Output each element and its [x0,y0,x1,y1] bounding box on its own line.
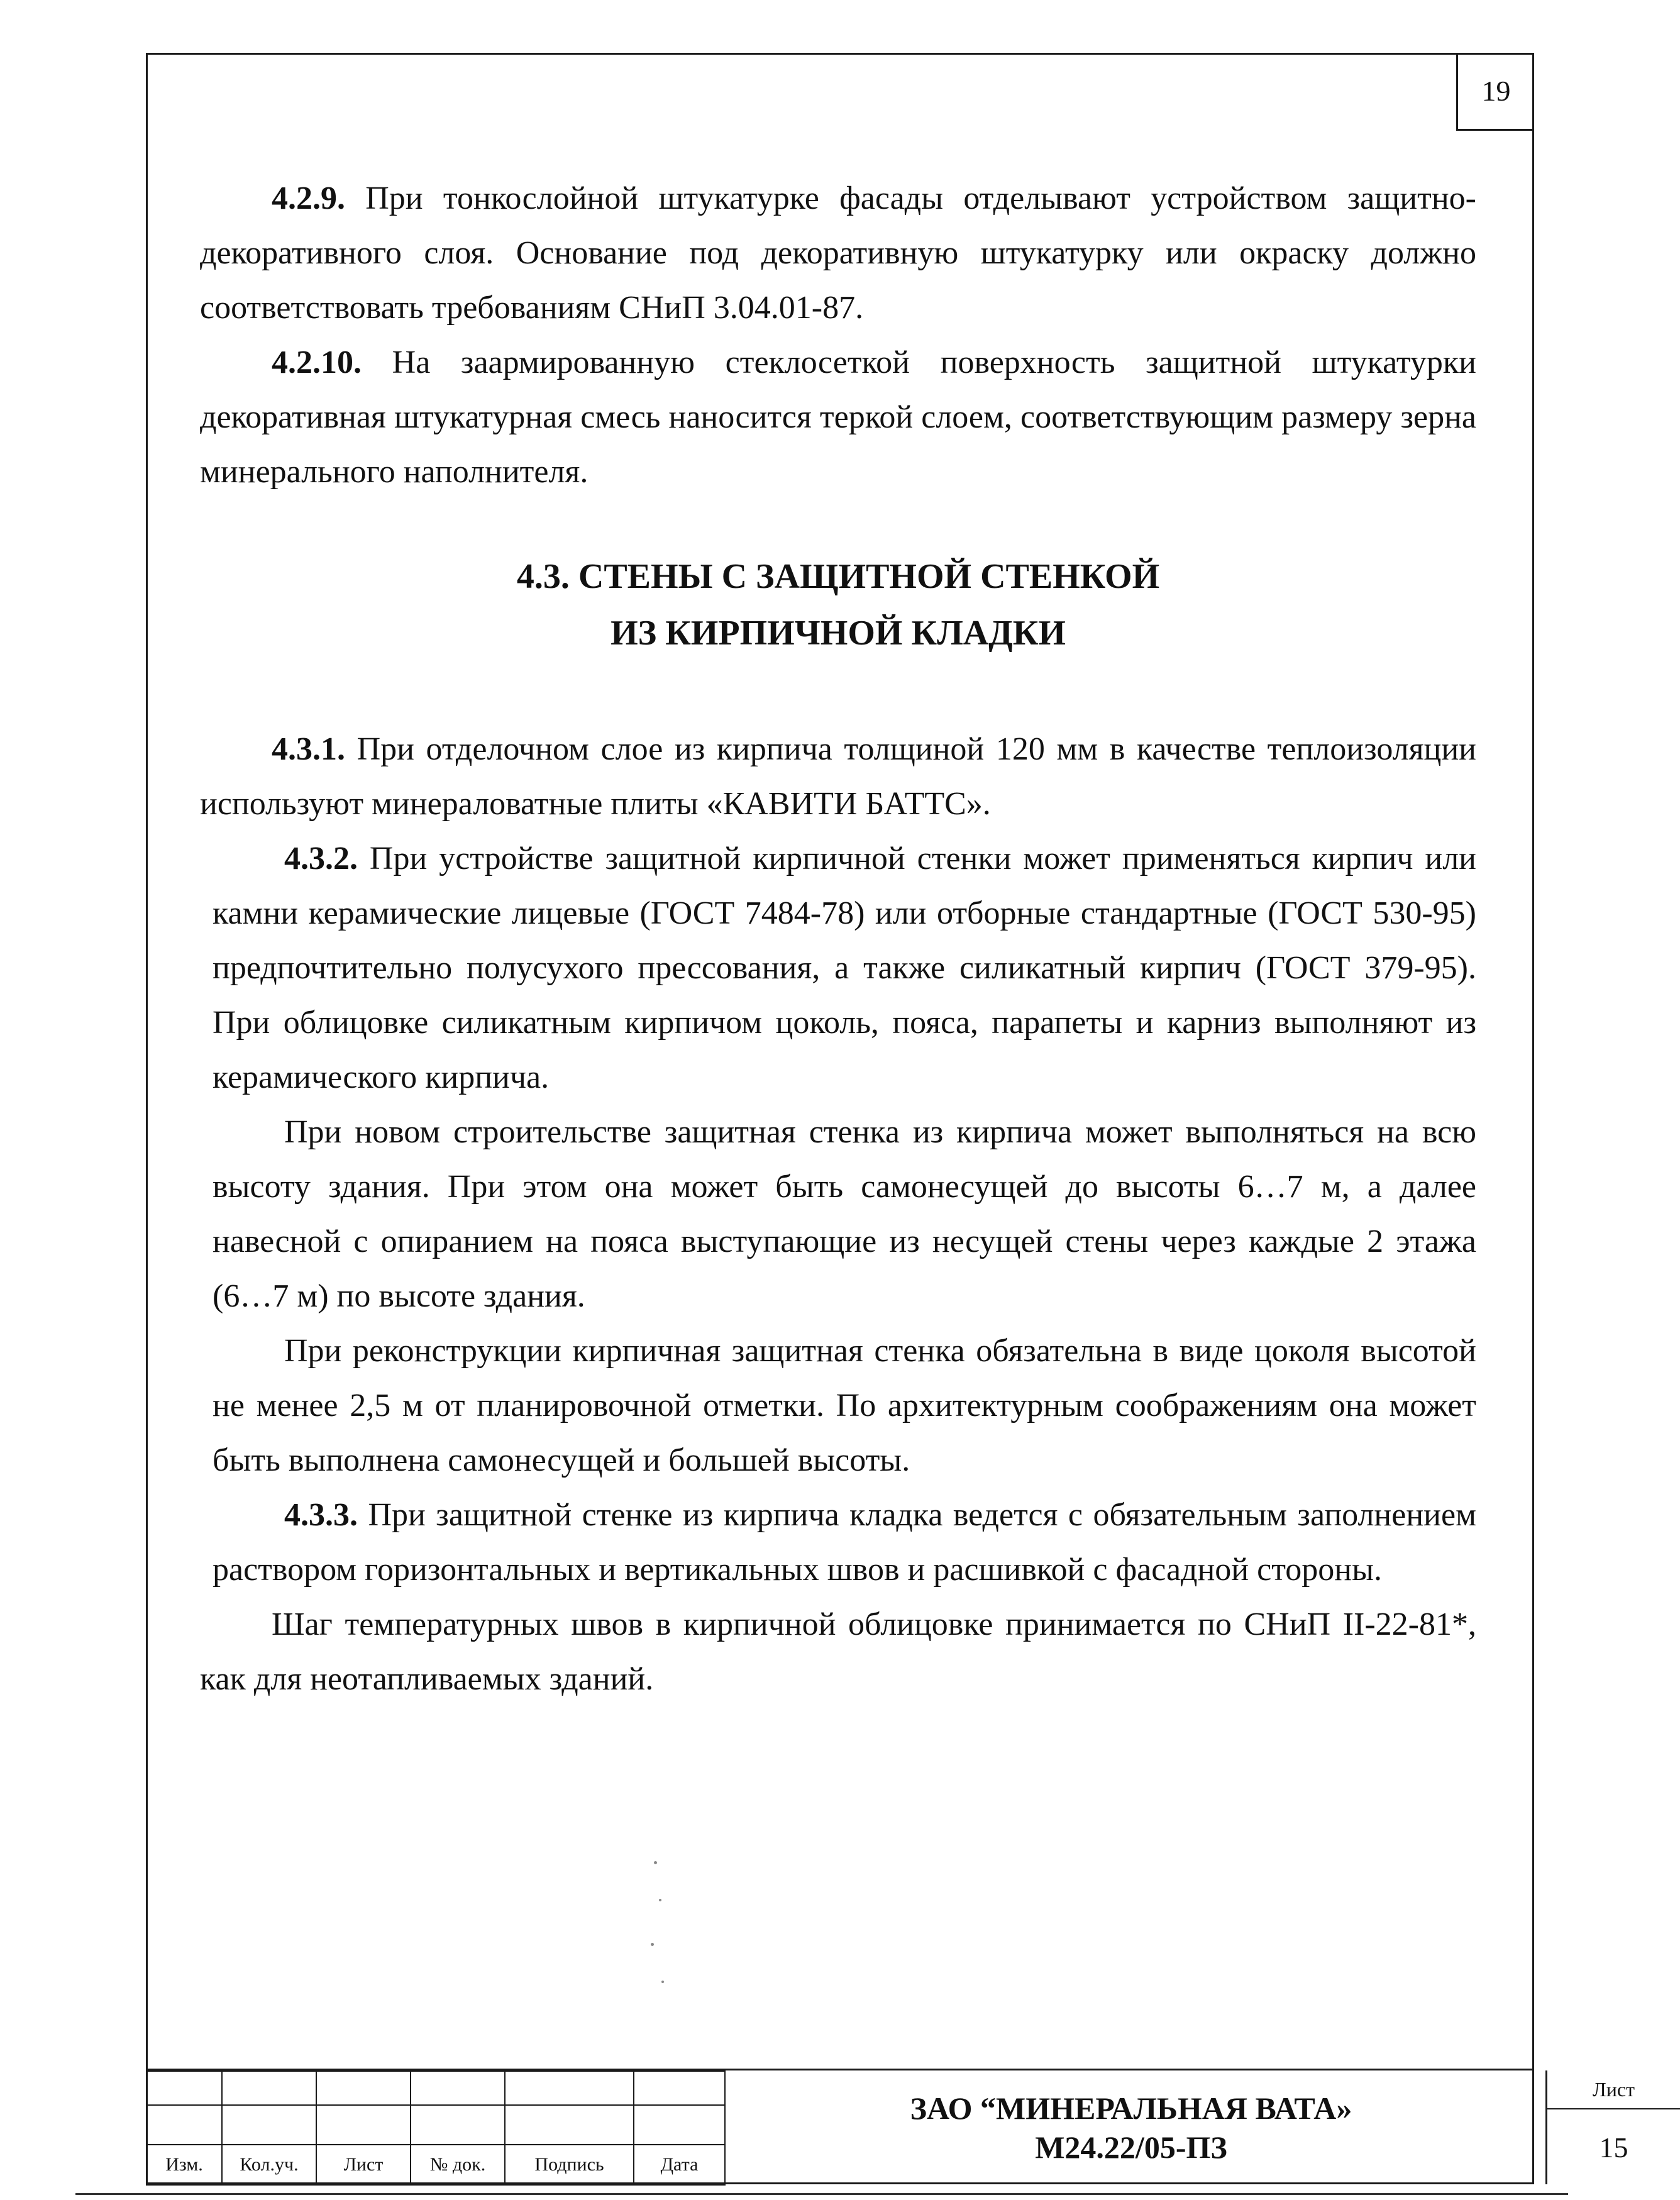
paragraph-text: При устройстве защитной кирпичной стенки может применяться кирпич или камни керамические лицевые (ГОСТ 7484-78) или отборные стандартные (ГОСТ 530-95) предпочтительно полусухого прессования, а также силикатный кирпич (ГОСТ 379-95). При облицовке силикатным кирпичом цоколь, пояса, парапеты и карниз выполняют из керамического кирпича. [213,841,1476,1095]
page-bottom-line [75,2193,1568,2195]
page-number-box [1456,53,1534,131]
sheet-cell [1545,2070,1680,2184]
paragraph-text: При защитной стенке из кирпича кладка ведется с обязательным заполнением раствором горизонтальных и вертикальных швов и расшивкой с фасадной стороны. [213,1497,1476,1588]
clause-number: 4.3.2. [284,841,358,876]
clause-number: 4.2.10. [272,345,362,380]
paragraph-text: Шаг температурных швов в кирпичной облицовке принимается по СНиП II-22-81*, как для неотапливаемых зданий. [200,1606,1476,1697]
col-signature: Подпись [505,2145,634,2185]
organization-block [717,2070,1545,2184]
sheet-label: Лист [1547,2070,1680,2109]
scan-speck [659,1899,661,1901]
title-block [146,2069,1635,2184]
paragraph-temperature-joints [200,1597,1476,1706]
clause-number: 4.2.9. [272,180,345,216]
paragraph-4-2-9 [200,171,1476,335]
scan-speck [654,1861,657,1864]
paragraph-reconstruction [200,1324,1476,1488]
clause-number: 4.3.1. [272,731,345,767]
sheet-number: 15 [1599,2131,1628,2164]
document-body [200,171,1476,1706]
scan-speck [651,1943,654,1946]
page-number: 19 [1481,75,1511,107]
scan-speck [661,1981,664,1983]
paragraph-text: При реконструкции кирпичная защитная стенка обязательна в виде цоколя высотой не менее 2,5 м от планировочной отметки. По архитектурным соображениям она может быть выполнена самонесущей и большей высоты. [213,1333,1476,1478]
col-doc-no: № док. [411,2145,505,2185]
document-code: М24.22/05-ПЗ [1035,2129,1227,2165]
paragraph-4-3-3 [200,1488,1476,1597]
col-date: Дата [634,2145,725,2185]
section-heading-line-1: 4.3. СТЕНЫ С ЗАЩИТНОЙ СТЕНКОЙ [516,557,1160,596]
clause-number: 4.3.3. [284,1497,358,1533]
paragraph-4-2-10 [200,335,1476,499]
section-heading [200,548,1476,661]
paragraph-text: На заармированную стеклосеткой поверхность защитной штукатурки декоративная штукатурная смесь наносится теркой слоем, соответствующим размеру зерна минерального наполнителя. [200,345,1476,490]
col-izm: Изм. [146,2145,222,2185]
paragraph-text: При отделочном слое из кирпича толщиной 120 мм в качестве теплоизоляции используют минераловатные плиты «КАВИТИ БАТТС». [200,731,1476,822]
paragraph-4-3-1 [200,722,1476,831]
revision-table [146,2070,726,2186]
organization-name: ЗАО “МИНЕРАЛЬНАЯ ВАТА» [910,2090,1352,2126]
paragraph-new-construction [200,1105,1476,1324]
paragraph-4-3-2 [200,831,1476,1105]
col-list: Лист [316,2145,411,2185]
paragraph-text: При новом строительстве защитная стенка из кирпича может выполняться на всю высоту здания. При этом она может быть самонесущей до высоты 6…7 м, а далее навесной с опиранием на пояса выступающие из несущей стены через каждые 2 этажа (6…7 м) по высоте здания. [213,1114,1476,1314]
paragraph-text: При тонкослойной штукатурке фасады отделывают устройством защитно-декоративного слоя. Основание под декоративную штукатурку или окраску должно соответствовать требованиям СНиП 3.04.01-87. [200,180,1476,326]
section-heading-line-2: ИЗ КИРПИЧНОЙ КЛАДКИ [611,614,1066,653]
col-kol-uch: Кол.уч. [222,2145,316,2185]
